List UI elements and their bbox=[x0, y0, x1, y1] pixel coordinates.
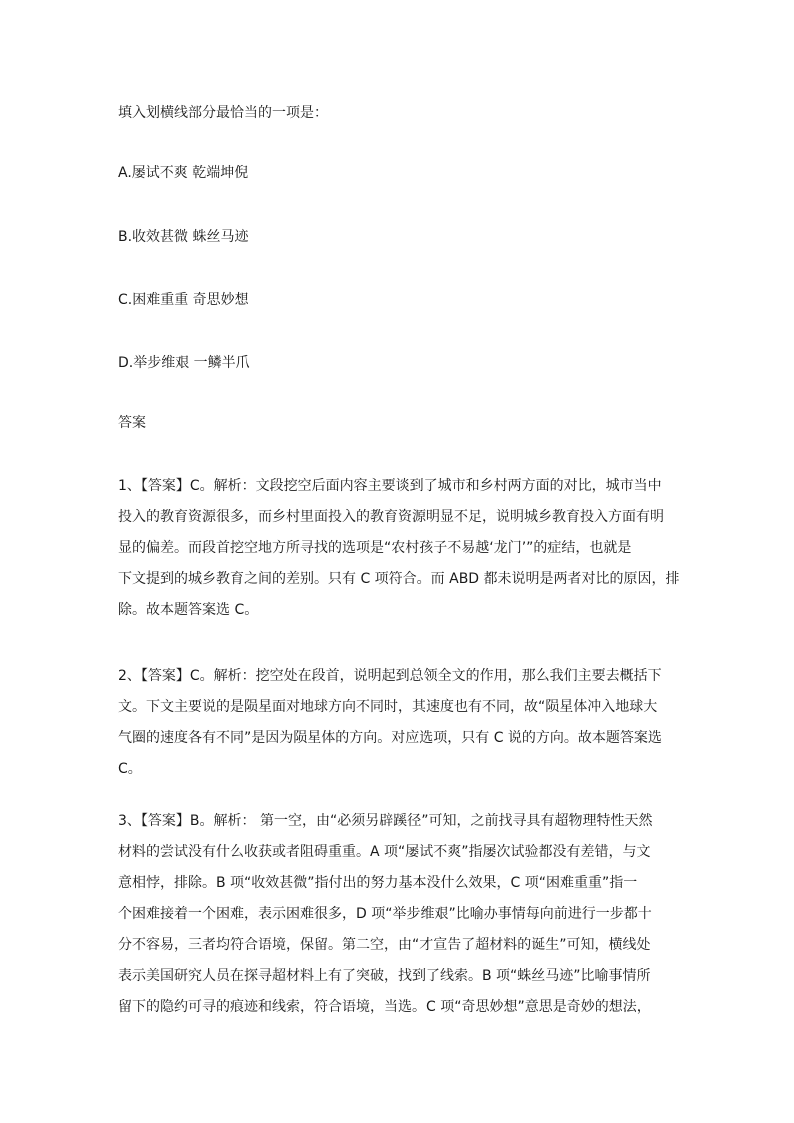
text-line: 留下的隐约可寻的痕迹和线索，符合语境，当选。C 项“奇思妙想”意思是奇妙的想法， bbox=[118, 999, 651, 1015]
text-line: 意相悖，排除。B 项“收效甚微”指付出的努力基本没什么效果，C 项“困难重重”指一 bbox=[118, 875, 638, 891]
answers-heading: 答案 bbox=[118, 415, 146, 431]
text-line: 1、【答案】C。解析：文段挖空后面内容主要谈到了城市和乡村两方面的对比，城市当中 bbox=[118, 478, 662, 494]
question-prompt: 填入划横线部分最恰当的一项是： bbox=[118, 105, 328, 121]
text-line: 分不容易，三者均符合语境，保留。第二空，由“才宣告了超材料的诞生”可知，横线处 bbox=[118, 937, 651, 953]
text-line: 材料的尝试没有什么收获或者阻碍重重。A 项“屡试不爽”指屡次试验都没有差错，与文 bbox=[118, 844, 651, 860]
text-line: 3、【答案】B。解析： 第一空，由“必须另辟蹊径”可知，之前找寻具有超物理特性天然 bbox=[118, 813, 653, 829]
text-line: 气圈的速度各有不同”是因为陨星体的方向。对应选项，只有 C 说的方向。故本题答案选 bbox=[118, 730, 662, 746]
text-line: 下文提到的城乡教育之间的差别。只有 C 项符合。而 ABD 都未说明是两者对比的原因，排 bbox=[118, 571, 680, 587]
text-line: 除。故本题答案选 C。 bbox=[118, 602, 259, 618]
text-line: 个困难接着一个困难，表示困难很多，D 项“举步维艰”比喻办事情每向前进行一步都十 bbox=[118, 906, 652, 922]
text-line: 2、【答案】C。解析：挖空处在段首，说明起到总领全文的作用，那么我们主要去概括下 bbox=[118, 668, 662, 684]
text-line: 显的偏差。而段首挖空地方所寻找的选项是“农村孩子不易越‘龙门’”的症结，也就是 bbox=[118, 540, 632, 556]
text-line: 表示美国研究人员在探寻超材料上有了突破，找到了线索。B 项“蛛丝马迹”比喻事情所 bbox=[118, 968, 651, 984]
text-line: C。 bbox=[118, 761, 142, 777]
answer-explanation-2 bbox=[118, 661, 684, 785]
text-line: 文。下文主要说的是陨星面对地球方向不同时，其速度也有不同，故“陨星体冲入地球大 bbox=[118, 699, 658, 715]
option-a: A.屡试不爽 乾端坤倪 bbox=[118, 165, 249, 181]
option-d: D.举步维艰 一鳞半爪 bbox=[118, 355, 250, 371]
option-c: C.困难重重 奇思妙想 bbox=[118, 292, 249, 308]
option-b: B.收效甚微 蛛丝马迹 bbox=[118, 229, 249, 245]
answer-explanation-1 bbox=[118, 471, 684, 626]
answer-explanation-3 bbox=[118, 806, 684, 1023]
text-line: 投入的教育资源很多，而乡村里面投入的教育资源明显不足，说明城乡教育投入方面有明 bbox=[118, 509, 664, 525]
